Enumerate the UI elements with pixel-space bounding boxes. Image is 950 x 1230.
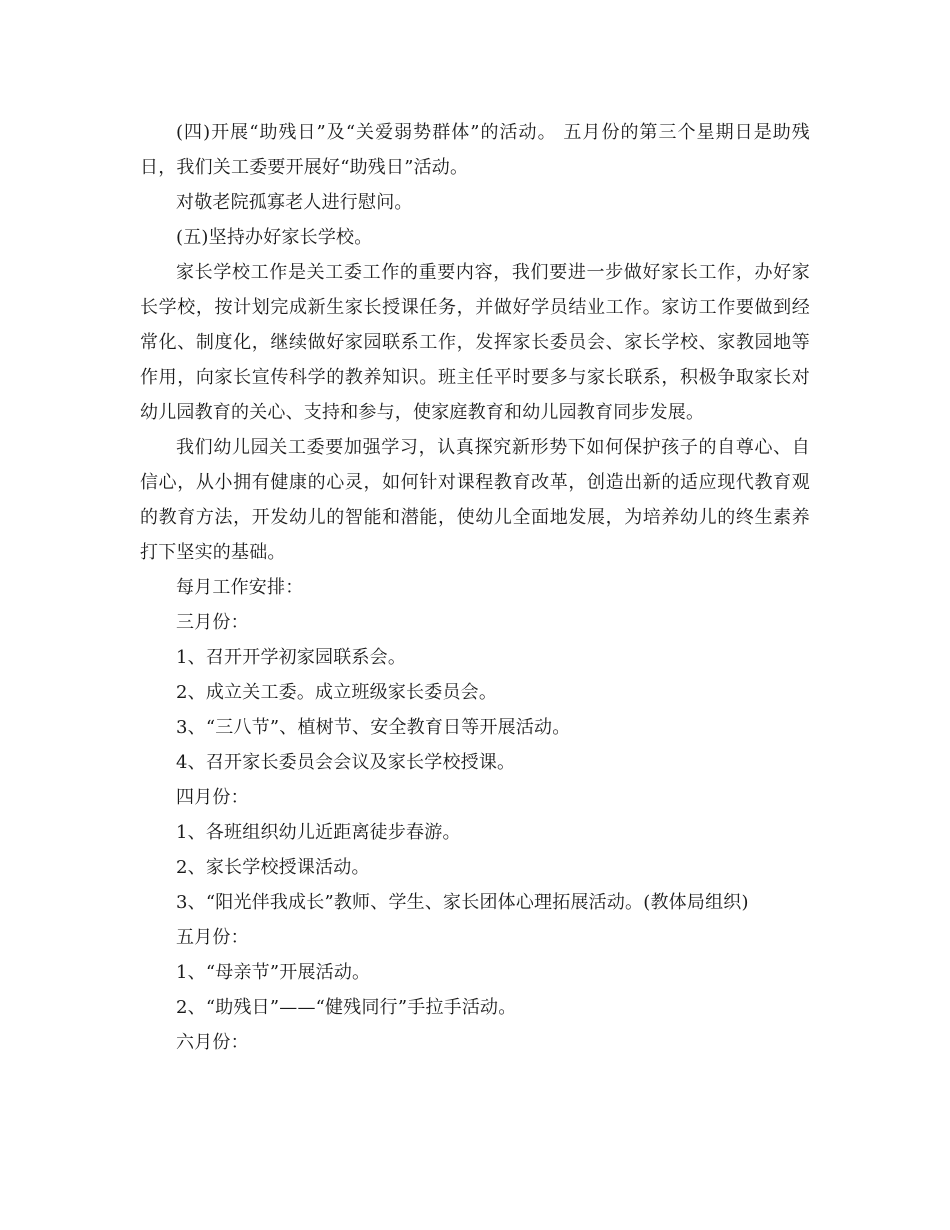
paragraph-activity-disabled-day: (四)开展“助残日”及“关爱弱势群体”的活动。 五月份的第三个星期日是助残日，我们关工委要开展好“助残日”活动。 [140, 122, 810, 178]
list-item: 1、召开开学初家园联系会。 [176, 647, 407, 668]
paragraph-parent-school-work: 家长学校工作是关工委工作的重要内容，我们要进一步做好家长工作，办好家长学校，按计划完成新生家长授课任务，并做好学员结业工作。家访工作要做到经常化、制度化，继续做好家园联系工作，发挥家长委员会、家长学校、家教园地等作用，向家长宣传科学的教养知识。班主任平时要多与家长联系，积极争取家长对幼儿园教育的关心、支持和参与，使家庭教育和幼儿园教育同步发展。 [140, 262, 810, 423]
list-item: 2、成立关工委。成立班级家长委员会。 [176, 682, 498, 703]
paragraph-learning-goals: 我们幼儿园关工委要加强学习，认真探究新形势下如何保护孩子的自尊心、自信心，从小拥有健康的心灵，如何针对课程教育改革，创造出新的适应现代教育观的教育方法，开发幼儿的智能和潜能，使幼儿全面地发展，为培养幼儿的终生素养打下坚实的基础。 [140, 437, 810, 563]
month-heading-march: 三月份： [176, 612, 249, 633]
list-item: 1、各班组织幼儿近距离徒步春游。 [176, 822, 461, 843]
month-heading-may: 五月份： [176, 927, 249, 948]
list-item: 3、“阳光伴我成长”教师、学生、家长团体心理拓展活动。(教体局组织) [176, 892, 749, 913]
month-heading-april: 四月份： [176, 787, 249, 808]
list-item: 1、“母亲节”开展活动。 [176, 962, 371, 983]
document-body [140, 115, 810, 1060]
list-item: 2、“助残日”——“健残同行”手拉手活动。 [176, 997, 517, 1018]
list-item: 2、家长学校授课活动。 [176, 857, 370, 878]
paragraph-monthly-schedule-heading: 每月工作安排： [176, 577, 304, 598]
list-item: 3、“三八节”、植树节、安全教育日等开展活动。 [176, 717, 571, 738]
paragraph-nursing-home-visit: 对敬老院孤寡老人进行慰问。 [176, 192, 413, 213]
paragraph-parent-school-heading: (五)坚持办好家长学校。 [176, 227, 373, 248]
month-heading-june: 六月份： [176, 1032, 249, 1053]
list-item: 4、召开家长委员会会议及家长学校授课。 [176, 752, 516, 773]
